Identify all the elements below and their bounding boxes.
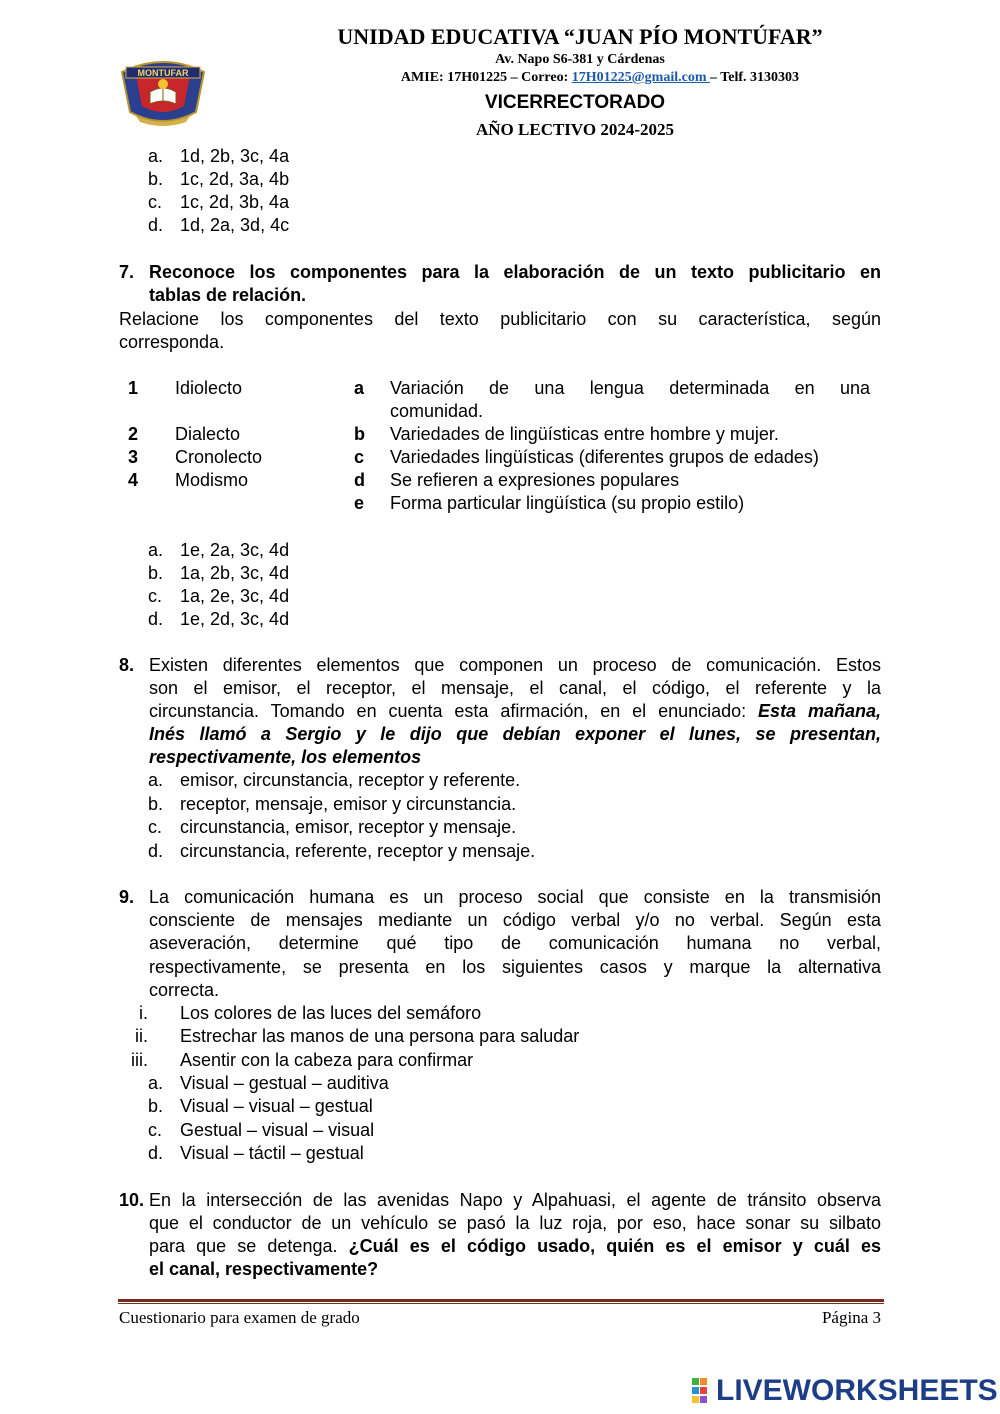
department-title: VICERRECTORADO bbox=[484, 92, 666, 113]
q10-line1: En la intersección de las avenidas Napo y Alpahuasi, el agente de tránsito observa bbox=[149, 1190, 881, 1210]
q7-right-letter: e bbox=[354, 493, 365, 513]
q7-right-item-cont: comunidad. bbox=[390, 401, 484, 421]
q7-left-num: 4 bbox=[128, 470, 139, 490]
q7-left-item: Dialecto bbox=[175, 424, 241, 444]
school-contact bbox=[300, 70, 900, 86]
q10-line3: para que se detenga. ¿Cuál es el código usado, quién es el emisor y cuál es bbox=[149, 1236, 882, 1256]
q8-number: 8. bbox=[119, 655, 135, 675]
q7-right-letter: a bbox=[354, 378, 365, 398]
liveworksheets-logo-icon bbox=[692, 1378, 714, 1404]
q8-line2: son el emisor, el receptor, el mensaje, el canal, el código, el referente y la bbox=[149, 678, 881, 698]
q9-line5: correcta. bbox=[149, 980, 220, 1000]
q10-number: 10. bbox=[119, 1190, 145, 1210]
liveworksheets-brand[interactable]: LIVEWORKSHEETS bbox=[716, 1374, 998, 1407]
q7-right-item: Forma particular lingüística (su propio estilo) bbox=[390, 493, 745, 513]
q7-left-num: 3 bbox=[128, 447, 139, 467]
logo-text: MONTUFAR bbox=[137, 68, 189, 78]
q7-number: 7. bbox=[119, 262, 135, 282]
q7-left-item: Modismo bbox=[175, 470, 249, 490]
q7-instruction-line2: corresponda. bbox=[119, 332, 225, 352]
q7-right-letter: c bbox=[354, 447, 365, 467]
q9-number: 9. bbox=[119, 887, 135, 907]
q7-right-item: Variedades de lingüísticas entre hombre y mujer. bbox=[390, 424, 779, 444]
q9-line4: respectivamente, se presenta en los siguientes casos y marque la alternativa bbox=[149, 957, 881, 977]
q7-left-num: 2 bbox=[128, 424, 139, 444]
q7-title-line2: tablas de relación. bbox=[149, 285, 307, 305]
footer-divider-thin bbox=[118, 1303, 884, 1304]
q8-line4: Inés llamó a Sergio y le dijo que debían exponer el lunes, se presentan, bbox=[149, 724, 881, 744]
q7-instruction-line1: Relacione los componentes del texto publicitario con su característica, según bbox=[119, 309, 881, 329]
amie-prefix: AMIE: 17H01225 – Correo: bbox=[400, 70, 572, 85]
school-name: UNIDAD EDUCATIVA “JUAN PÍO MONTÚFAR” bbox=[337, 24, 823, 49]
q7-right-letter: b bbox=[354, 424, 365, 444]
school-address: Av. Napo S6-381 y Cárdenas bbox=[495, 52, 665, 67]
q7-title-line1: Reconoce los componentes para la elaboración de un texto publicitario en bbox=[149, 262, 881, 282]
q8-line3: circunstancia. Tomando en cuenta esta afirmación, en el enunciado: Esta mañana, bbox=[149, 701, 881, 721]
q7-right-item: Variedades lingüísticas (diferentes grupos de edades) bbox=[390, 447, 819, 467]
footer-document-title: Cuestionario para examen de grado bbox=[119, 1308, 360, 1327]
q8-line1: Existen diferentes elementos que componen un proceso de comunicación. Estos bbox=[149, 655, 881, 675]
q7-left-item: Idiolecto bbox=[175, 378, 243, 398]
q7-right-item: Se refieren a expresiones populares bbox=[390, 470, 680, 490]
school-year: AÑO LECTIVO 2024-2025 bbox=[475, 120, 674, 139]
footer-page-number: Página 3 bbox=[821, 1308, 881, 1327]
q9-line1: La comunicación humana es un proceso social que consiste en la transmisión bbox=[149, 887, 881, 907]
school-logo bbox=[116, 50, 210, 130]
email-link[interactable]: 17H01225@gmail.com bbox=[571, 70, 710, 85]
q8-line5: respectivamente, los elementos bbox=[149, 747, 422, 767]
footer-divider bbox=[118, 1299, 884, 1302]
q10-line2: que el conductor de un vehículo se pasó la luz roja, por eso, hace sonar su silbato bbox=[149, 1213, 881, 1233]
q7-left-num: 1 bbox=[128, 378, 139, 398]
q7-right-item: Variación de una lengua determinada en una bbox=[390, 378, 870, 398]
q7-right-letter: d bbox=[354, 470, 365, 490]
q7-left-item: Cronolecto bbox=[175, 447, 263, 467]
q9-line2: consciente de mensajes mediante un código verbal y/o no verbal. Según esta bbox=[149, 910, 881, 930]
q10-line4: el canal, respectivamente? bbox=[149, 1259, 379, 1279]
q9-line3: aseveración, determine qué tipo de comunicación humana no verbal, bbox=[149, 933, 881, 953]
phone: – Telf. 3130303 bbox=[709, 70, 800, 85]
